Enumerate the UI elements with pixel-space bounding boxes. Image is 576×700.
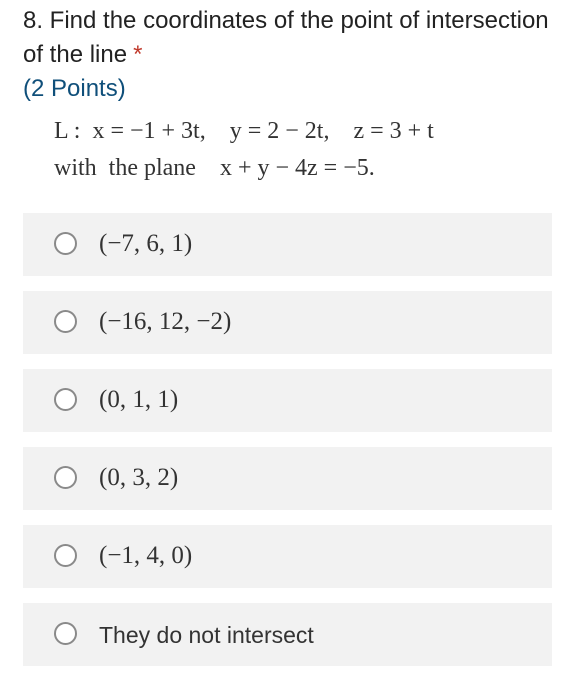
radio-button-icon[interactable] — [54, 232, 77, 255]
option-3[interactable] — [23, 369, 552, 432]
option-4[interactable] — [23, 447, 552, 510]
plane-equation: with the plane x + y − 4z = −5. — [54, 155, 375, 181]
option-5[interactable] — [23, 525, 552, 588]
option-label: (−16, 12, −2) — [99, 308, 232, 335]
question-title-text: 8. Find the coordinates of the point of intersection of the line — [23, 7, 549, 68]
option-6[interactable] — [23, 603, 552, 666]
option-label: (0, 1, 1) — [99, 386, 179, 413]
question-points: (2 Points) — [23, 75, 126, 102]
answer-options — [23, 213, 552, 681]
option-label: They do not intersect — [99, 622, 314, 648]
option-label: (−7, 6, 1) — [99, 230, 193, 257]
radio-button-icon[interactable] — [54, 466, 77, 489]
radio-button-icon[interactable] — [54, 388, 77, 411]
option-1[interactable] — [23, 213, 552, 276]
option-label: (0, 3, 2) — [99, 464, 179, 491]
question-title — [23, 4, 553, 72]
line-equation: L : x = −1 + 3t, y = 2 − 2t, z = 3 + t — [54, 118, 434, 144]
radio-button-icon[interactable] — [54, 310, 77, 333]
required-star-icon: * — [133, 41, 143, 68]
question-header — [23, 4, 553, 105]
radio-button-icon[interactable] — [54, 622, 77, 645]
option-2[interactable] — [23, 291, 552, 354]
option-label: (−1, 4, 0) — [99, 542, 193, 569]
radio-button-icon[interactable] — [54, 544, 77, 567]
